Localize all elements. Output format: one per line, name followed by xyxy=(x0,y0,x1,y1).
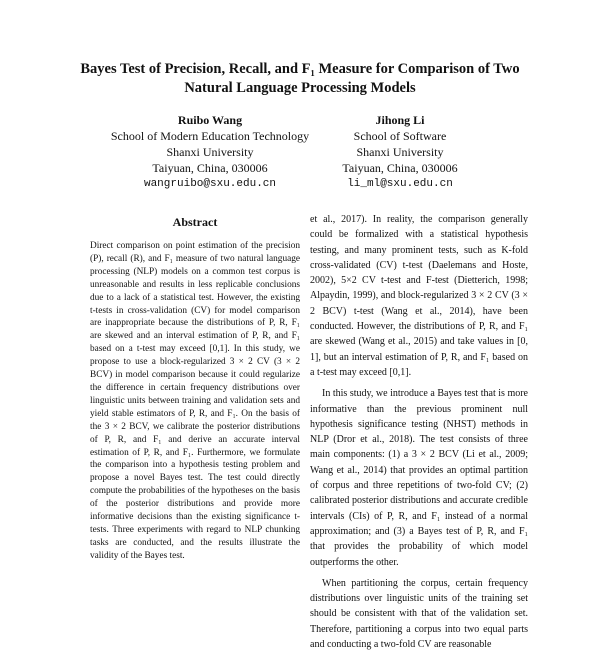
body-paragraph-1: et al., 2017). In reality, the comparison generally could be formalized with a statistical hypothesis testing, and many prominent tests, such as K-fold cross-validated (CV) t-test (Daelemans and Hoste, 2002), 5×2 CV t-test and F-test (Dietterich, 1998; Alpaydin, 1999), and block-regularized 3 × 2 CV (3 × 2 BCV) t-test (Wang et al., 2014), have been conducted. However, the distributions of P, R, and F₁ are skewed (Wang et al., 2015) and take values in [0, 1], but an interval estimation of P, R, and F₁ based on a t-test may exceed [0,1]. xyxy=(310,214,528,378)
author-affiliation: School of Modern Education Technology xyxy=(110,129,310,143)
paper-title-line-2: Natural Language Processing Models xyxy=(184,80,416,96)
author-email: li_ml@sxu.edu.cn xyxy=(347,178,453,190)
author-name: Ruibo Wang xyxy=(177,113,243,127)
author-location: Taiyuan, China, 030006 xyxy=(152,161,268,175)
author-university: Shanxi University xyxy=(166,145,254,159)
paper-title xyxy=(40,60,560,98)
author-affiliation: School of Software xyxy=(353,129,447,143)
author-location: Taiyuan, China, 030006 xyxy=(342,161,458,175)
author-name: Jihong Li xyxy=(375,113,425,127)
body-paragraph-2: In this study, we introduce a Bayes test that is more informative than the previous prominent null hypothesis significance testing (NHST) methods in NLP (Dror et al., 2018). The test consists of three main components: (1) a 3 × 2 BCV (Li et al., 2009; Wang et al., 2014) that provides an optimal partition of corpus and three repetitions of two-fold CV; (2) calibrated posterior distributions and accurate credible intervals (CIs) of P, R, and F₁ instead of a normal approximation; and (3) a Bayes test of P, R, and F₁ that provides the probability of which model outperforms the other. xyxy=(310,388,528,568)
author-email: wangruibo@sxu.edu.cn xyxy=(143,178,277,190)
abstract-text: Direct comparison on point estimation of the precision (P), recall (R), and F₁ measure of two natural language processing (NLP) models on a common test corpus is unreasonable and results in less replicable conclusions due to a lack of a statistical test. However, the existing t-tests in cross-validation (CV) for model comparison are inappropriate because the distributions of P, R, F₁ are skewed and an interval estimation of P, R, and F₁ based on a t-test may exceed [0,1]. In this study, we propose to use a block-regularized 3 × 2 CV (3 × 2 BCV) in model comparison because it could regularize the difference in certain frequency distributions over linguistic units between training and validation sets and yield stable estimators of P, R, and F₁. On the basis of the 3 × 2 BCV, we calibrate the posterior distributions of P, R, and F₁ and derive an accurate interval estimation of P, R, and F₁. Furthermore, we formulate the comparison into a hypothesis testing problem and propose a novel Bayes test. The test could directly compute the probabilities of the hypotheses on the basis of the posterior distributions and provide more informative decisions than the existing significance t-tests. Three experiments with regard to NLP chunking tasks are conducted, and the results illustrate the validity of the Bayes test. xyxy=(90,241,300,561)
author-block-2 xyxy=(285,112,515,192)
body-paragraph-3: When partitioning the corpus, certain frequency distributions over linguistic units of the training set should be consistent with that of the validation set. Therefore, partitioning a corpus into two equal parts and conducting a two-fold CV are reasonable xyxy=(310,577,528,651)
abstract-heading: Abstract xyxy=(172,215,218,229)
author-university: Shanxi University xyxy=(356,145,444,159)
right-column xyxy=(310,212,528,658)
paper-title-line-1: Bayes Test of Precision, Recall, and F₁ Measure for Comparison of Two xyxy=(80,61,520,77)
